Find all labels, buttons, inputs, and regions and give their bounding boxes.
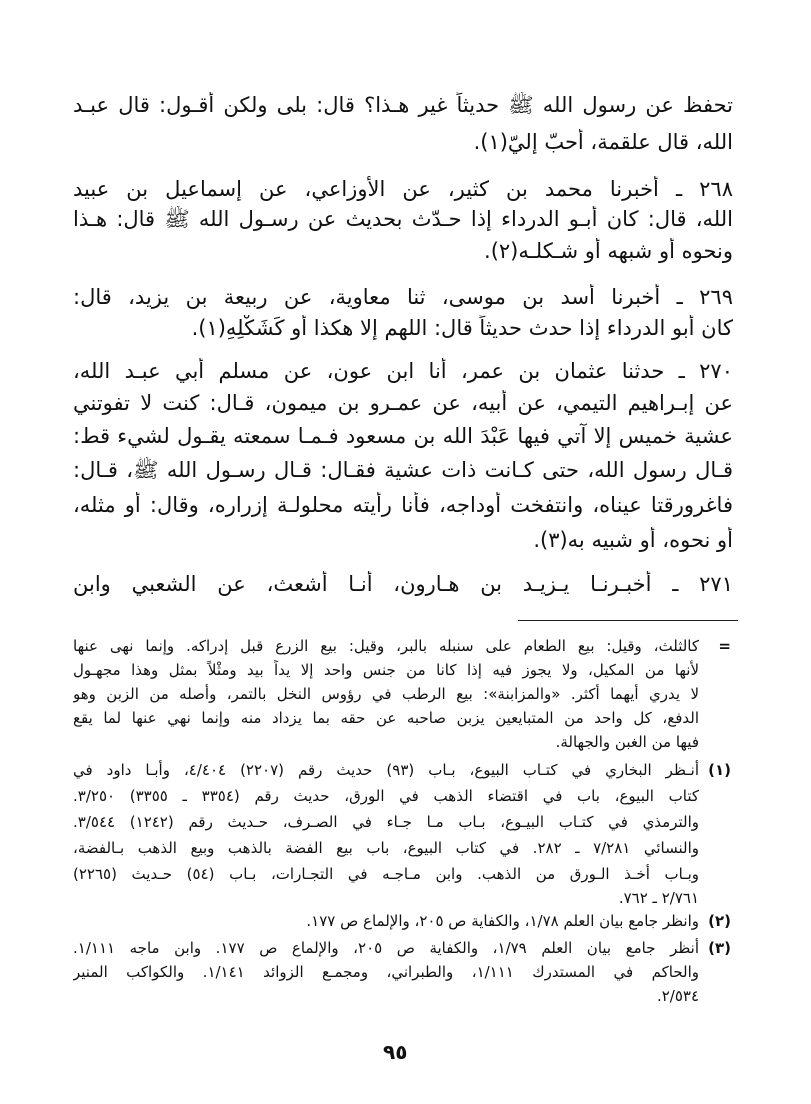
footnote-line: فيها من الغبن والجهالة. <box>555 733 699 751</box>
body-line: عشية خميس إلا آتي فيها عَبْدَ الله بن مسعود فـمـا سمعته يقـول لشيء قط: <box>73 424 733 448</box>
hadith-268-heading: ٢٦٨ ـ أخبرنا محمد بن كثير، عن الأوزاعي، عن إسماعيل بن عبيد <box>73 177 733 201</box>
hadith-270-heading: ٢٧٠ ـ حدثنا عثمان بن عمر، أنا ابن عون، عن مسلم أبي عبـد الله، <box>73 359 733 383</box>
body-line: تحفظ عن رسول الله ﷺ حديثاً غير هـذا؟ قال: بلى ولكن أقـول: قال عبـد <box>73 93 733 117</box>
footnote-line: والنسائي ٧/٢٨١ ـ ٢٨٢. في كتاب البيوع، باب بيع الفضة بالذهب وبيع الذهب بـالفضة، <box>73 839 699 857</box>
footnote-line: أنـظر البخاري في كتـاب البيوع، بـاب (٩٣) حديث رقم (٢٢٠٧) ٤/٤٠٤، وأبـا داود في <box>73 761 699 779</box>
footnote-line: كالثلث، وقيل: بيع الطعام على سنبله بالبر، وقيل: بيع الزرع قبل إدراكه. وإنما نهى عنها <box>73 637 699 655</box>
body-line: الله، قال: كان أبـو الدرداء إذا حـدّث بحديث عن رسـول الله ﷺ قال: هـذا <box>73 207 733 231</box>
footnote-line: ٢/٥٣٤. <box>656 987 699 1005</box>
footnote-line: وانظر جامع بيان العلم ١/٧٨، والكفاية ص ٢٠٥، والإلماع ص ١٧٧. <box>306 912 699 930</box>
footnote-line: والحاكم في المستدرك ١/١١١، والطبراني، ومجمـع الزوائد ١/١٤١. والكواكب المنير <box>73 963 699 981</box>
body-line: كان أبو الدرداء إذا حدث حديثاً قال: اللهم إلا هكذا أو كَشَكْلِهِ(١). <box>191 316 733 340</box>
hadith-271-heading: ٢٧١ ـ أخبـرنـا يـزيـد بن هـارون، أنـا أشعث، عن الشعبي وابن <box>73 572 733 596</box>
body-line: الله، قال علقمة، أحبّ إليّ(١). <box>473 130 733 154</box>
footnote-separator <box>518 620 738 621</box>
page-number: ٩٥ <box>383 1040 408 1064</box>
continuation-marker: = <box>718 637 731 655</box>
footnote-line: وبـاب أخـذ الـورق من الذهب. وابن مـاجـه في التجـارات، بـاب (٥٤) حـديث (٢٢٦٥) <box>73 865 699 883</box>
footnote-line: لا يدري أيهما أكثر. «والمزابنة»: بيع الرطب في رؤوس النخل بالتمر، وأصله من الزبن وهو <box>73 685 699 703</box>
body-line: قـال رسول الله، حتى كـانت ذات عشية فقـال: قـال رسـول الله ﷺ، قـال: <box>73 458 733 482</box>
footnote-3-marker: (٣) <box>708 939 731 957</box>
footnote-1-marker: (١) <box>708 761 731 779</box>
footnote-line: الدفع، كل واحد من المتبايعين يزبن صاحبه عن حقه بما يزداد منه وإنما نهي عنها لما يقع <box>73 709 699 727</box>
body-line: ونحوه أو شبهه أو شـكلـه(٢). <box>484 239 733 263</box>
footnote-line: ٢/٧٦١ ـ ٧٦٢. <box>618 889 699 907</box>
footnote-2-marker: (٢) <box>708 912 731 930</box>
footnote-line: أنظر جامع بيان العلم ١/٧٩، والكفاية ص ٢٠٥، والإلماع ص ١٧٧. وابن ماجه ١/١١١. <box>73 939 699 957</box>
body-line: أو نحوه، أو شبيه به(٣). <box>533 528 733 552</box>
body-line: عن إبـراهيم التيمي، عن أبيه، عن عمـرو بن ميمون، قـال: كنت لا تفوتني <box>73 391 733 415</box>
footnote-line: لأنها من المكيل، ولا يجوز فيه إذا كانا من جنس واحد إلا يداً بيد ومثْلاً بمثل وهذا مجهـول <box>73 661 699 679</box>
body-line: فاغرورقتا عيناه، وانتفخت أوداجه، فأنا رأيته محلولـة إزراره، وقال: أو مثله، <box>73 493 733 517</box>
hadith-269-heading: ٢٦٩ ـ أخبرنا أسد بن موسى، ثنا معاوية، عن ربيعة بن يزيد، قال: <box>73 285 733 309</box>
footnote-line: كتاب البيوع، باب في اقتضاء الذهب في الورق، حديث رقم (٣٣٥٤ ـ ٣٣٥٥) ٣/٢٥٠. <box>73 787 699 805</box>
footnote-line: والترمذي في كتـاب البيـوع، بـاب مـا جـاء في الصـرف، حـديث رقم (١٢٤٢) ٣/٥٤٤. <box>73 813 699 831</box>
